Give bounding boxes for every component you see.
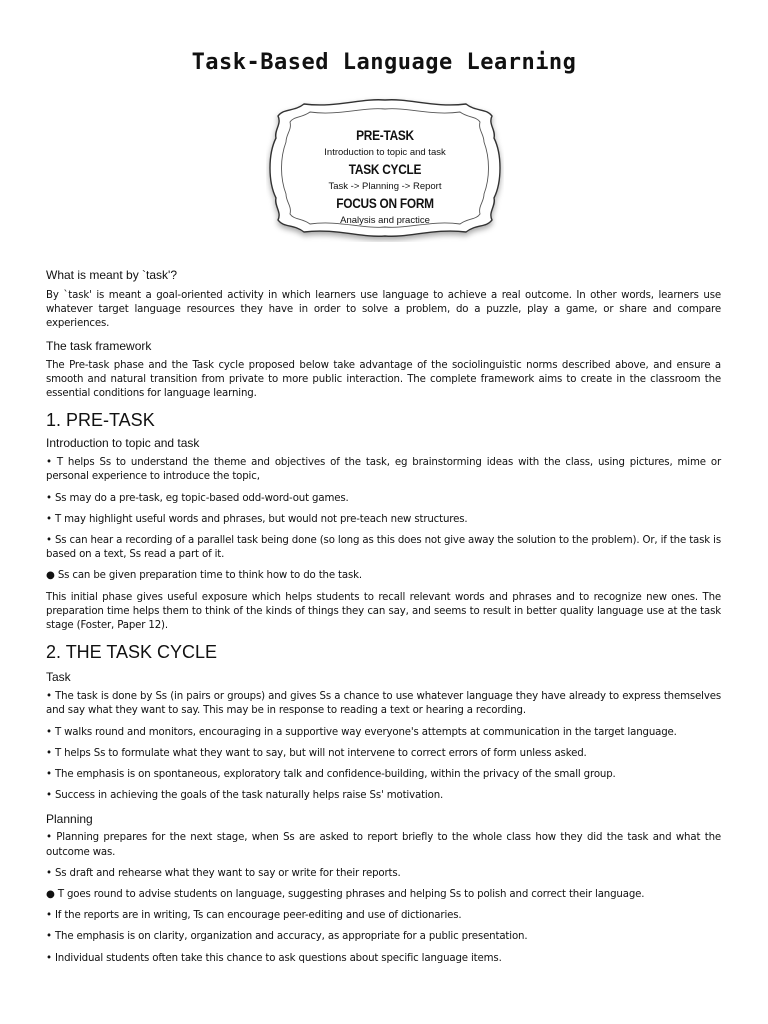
section-1-subheading: Introduction to topic and task <box>46 436 200 451</box>
section-1-heading: 1. PRE-TASK <box>46 410 155 431</box>
pre-task-closing: This initial phase gives useful exposure which helps students to recall relevant words and phrases and to recognize new ones. The preparation time helps them to think of the kinds of things they can say, and seems to result in better quality language use at the task stage (Foster, Paper 12). <box>46 591 721 632</box>
task-bullet: • Success in achieving the goals of the task naturally helps raise Ss' motivation. <box>46 790 444 802</box>
task-bullet: • The task is done by Ss (in pairs or groups) and gives Ss a chance to use whatever language they have already to express themselves and say what they want to say. This may be in response to reading a text or hearing a recording. <box>46 691 721 717</box>
planning-bullet: • If the reports are in writing, Ts can encourage peer-editing and use of dictionaries. <box>46 910 462 922</box>
pre-task-bullet: • Ss may do a pre-task, eg topic-based odd-word-out games. <box>46 492 349 504</box>
badge-focus-title: FOCUS ON FORM <box>336 196 434 211</box>
section-2-heading: 2. THE TASK CYCLE <box>46 642 218 663</box>
badge-pre-task-sub: Introduction to topic and task <box>324 147 446 158</box>
framework-text: The Pre-task phase and the Task cycle proposed below take advantage of the sociolinguistic norms described above, and ensure a smooth and natural transition from private to more public interaction. The complete framework aims to create in the classroom the essential conditions for language learning. <box>46 359 721 400</box>
planning-bullet: • Planning prepares for the next stage, when Ss are asked to report briefly to the whole class how they did the task and what the outcome was. <box>46 832 721 858</box>
badge-focus-sub: Analysis and practice <box>340 215 430 226</box>
task-subheading: Task <box>46 670 71 685</box>
planning-bullet: • The emphasis is on clarity, organization and accuracy, as appropriate for a public presentation. <box>46 931 528 943</box>
planning-bullet: • Ss draft and rehearse what they want to say or write for their reports. <box>46 867 401 879</box>
task-definition-text: By `task' is meant a goal-oriented activity in which learners use language to achieve a real outcome. In other words, learners use whatever target language resources they have in order to solve a problem, do a puzzle, play a game, or share and compare experiences. <box>46 290 721 330</box>
planning-bullet: ● T goes round to advise students on language, suggesting phrases and helping Ss to polish and correct their language. <box>46 889 645 901</box>
task-bullet: • The emphasis is on spontaneous, exploratory talk and confidence-building, within the privacy of the small group. <box>46 769 616 781</box>
badge-task-cycle-sub: Task -> Planning -> Report <box>328 181 442 192</box>
task-bullet: • T helps Ss to formulate what they want to say, but will not intervene to correct errors of form unless asked. <box>46 747 587 759</box>
planning-bullet: • Individual students often take this chance to ask questions about specific language items. <box>46 952 502 964</box>
task-bullet: • T walks round and monitors, encouraging in a supportive way everyone's attempts at communication in the target language. <box>46 726 677 738</box>
document-body <box>46 268 721 966</box>
task-definition-heading: What is meant by `task'? <box>46 268 178 282</box>
pre-task-bullet: • T helps Ss to understand the theme and objectives of the task, eg brainstorming ideas with the class, using pictures, mime or personal experience to introduce the topic, <box>46 457 721 483</box>
planning-subheading: Planning <box>46 812 93 827</box>
framework-heading: The task framework <box>46 338 152 353</box>
pre-task-bullet: ● Ss can be given preparation time to think how to do the task. <box>46 570 362 582</box>
pre-task-bullet: • Ss can hear a recording of a parallel task being done (so long as this does not give away the solution to the problem). Or, if the task is based on a text, Ss read a part of it. <box>46 535 721 561</box>
framework-badge <box>266 94 504 242</box>
document-title: Task-Based Language Learning <box>191 50 577 75</box>
pre-task-bullet: • T may highlight useful words and phrases, but would not pre-teach new structures. <box>46 513 468 525</box>
badge-pre-task-title: PRE-TASK <box>356 128 414 143</box>
badge-task-cycle-title: TASK CYCLE <box>348 162 422 177</box>
